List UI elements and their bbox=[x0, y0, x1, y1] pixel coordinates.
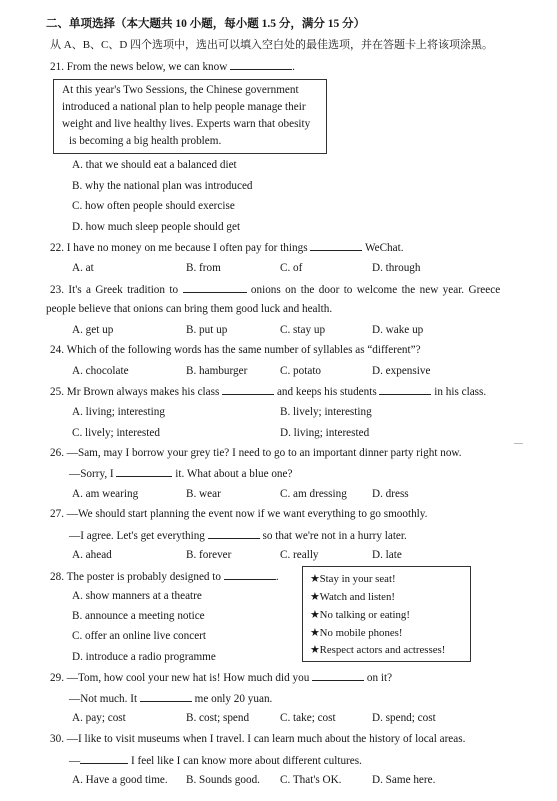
option-a[interactable]: A. at bbox=[72, 262, 94, 274]
question-stem: The poster is probably designed to bbox=[66, 571, 222, 583]
option-d[interactable]: D. how much sleep people should get bbox=[72, 221, 241, 233]
option-c[interactable]: C. That's OK. bbox=[280, 774, 342, 786]
question-stem: on it? bbox=[366, 672, 393, 684]
question-stem: in his class. bbox=[434, 386, 487, 398]
option-a[interactable]: A. Have a good time. bbox=[72, 774, 168, 786]
poster-rule: ★Stay in your seat! bbox=[310, 573, 396, 585]
answer-blank bbox=[183, 282, 247, 293]
question-number: 29. bbox=[50, 672, 64, 684]
question-number: 23. bbox=[50, 284, 64, 296]
option-c[interactable]: C. offer an online live concert bbox=[72, 630, 206, 642]
option-b[interactable]: B. wear bbox=[186, 488, 221, 500]
section-heading: 二、单项选择（本大题共 10 小题，每小题 1.5 分，满分 15 分） bbox=[46, 18, 366, 30]
option-b[interactable]: B. forever bbox=[186, 549, 232, 561]
answer-blank bbox=[312, 670, 364, 681]
option-c[interactable]: C. take; cost bbox=[280, 712, 336, 724]
option-d[interactable]: D. wake up bbox=[372, 324, 424, 336]
option-d[interactable]: D. expensive bbox=[372, 365, 431, 377]
question-stem-continued: people believe that onions can bring them good luck and health. bbox=[46, 303, 333, 315]
option-a[interactable]: A. pay; cost bbox=[72, 712, 126, 724]
poster-rule: ★No talking or eating! bbox=[310, 609, 410, 621]
question-26 bbox=[50, 446, 462, 460]
poster-rule: ★Watch and listen! bbox=[310, 591, 395, 603]
section-instruction: 从 A、B、C、D 四个选项中，选出可以填入空白处的最佳选项，并在答题卡上将该项涂黑。 bbox=[50, 39, 494, 51]
option-b[interactable]: B. hamburger bbox=[186, 365, 248, 377]
option-b[interactable]: B. from bbox=[186, 262, 221, 274]
answer-blank bbox=[379, 384, 431, 395]
option-c[interactable]: C. really bbox=[280, 549, 319, 561]
answer-blank bbox=[208, 528, 260, 539]
question-21 bbox=[50, 59, 295, 74]
reply-text: I feel like I can know more about different cultures. bbox=[130, 755, 362, 767]
option-a[interactable]: A. get up bbox=[72, 324, 114, 336]
question-stem: —We should start planning the event now if we want everything to go smoothly. bbox=[66, 508, 428, 520]
question-number: 27. bbox=[50, 508, 64, 520]
answer-blank bbox=[224, 569, 276, 580]
question-stem: —Tom, how cool your new hat is! How much did you bbox=[66, 672, 310, 684]
question-stem: I have no money on me because I often pay for things bbox=[66, 242, 308, 254]
news-line: is becoming a big health problem. bbox=[69, 135, 222, 147]
option-b[interactable]: B. why the national plan was introduced bbox=[72, 180, 253, 192]
option-c[interactable]: C. lively; interested bbox=[72, 427, 160, 439]
scan-mark bbox=[514, 443, 523, 444]
reply-text: me only 20 yuan. bbox=[194, 693, 273, 705]
question-stem: From the news below, we can know bbox=[66, 61, 228, 73]
option-b[interactable]: B. cost; spend bbox=[186, 712, 250, 724]
reply-text: —I agree. Let's get everything bbox=[69, 530, 205, 542]
question-24 bbox=[50, 343, 421, 357]
question-stem: WeChat. bbox=[364, 242, 404, 254]
option-b[interactable]: B. Sounds good. bbox=[186, 774, 260, 786]
answer-blank bbox=[230, 59, 292, 70]
news-line: weight and live healthy lives. Experts warn that obesity bbox=[62, 118, 311, 130]
option-d[interactable]: D. dress bbox=[372, 488, 409, 500]
answer-blank bbox=[140, 691, 192, 702]
question-stem: onions on the door to welcome the new year. Greece bbox=[250, 284, 501, 296]
question-29 bbox=[50, 670, 392, 685]
question-number: 25. bbox=[50, 386, 64, 398]
stem-end: . bbox=[292, 61, 295, 73]
option-d[interactable]: D. late bbox=[372, 549, 402, 561]
question-number: 28. bbox=[50, 571, 64, 583]
question-22 bbox=[50, 240, 404, 255]
question-stem: It's a Greek tradition to bbox=[68, 284, 179, 296]
question-reply bbox=[69, 691, 272, 706]
option-b[interactable]: B. announce a meeting notice bbox=[72, 610, 205, 622]
option-c[interactable]: C. am dressing bbox=[280, 488, 347, 500]
poster-rule: ★No mobile phones! bbox=[310, 627, 403, 639]
question-stem: —Sam, may I borrow your grey tie? I need to go to an important dinner party right now. bbox=[66, 447, 462, 459]
option-d[interactable]: D. Same here. bbox=[372, 774, 436, 786]
reply-text: so that we're not in a hurry later. bbox=[262, 530, 407, 542]
option-d[interactable]: D. living; interested bbox=[280, 427, 370, 439]
answer-blank bbox=[222, 384, 274, 395]
option-c[interactable]: C. of bbox=[280, 262, 303, 274]
question-30 bbox=[50, 732, 465, 746]
question-stem: —I like to visit museums when I travel. I can learn much about the history of local areas. bbox=[66, 733, 466, 745]
question-number: 24. bbox=[50, 344, 64, 356]
question-number: 22. bbox=[50, 242, 64, 254]
question-reply bbox=[69, 753, 362, 768]
question-reply bbox=[69, 528, 407, 543]
option-a[interactable]: A. living; interesting bbox=[72, 406, 165, 418]
option-a[interactable]: A. chocolate bbox=[72, 365, 129, 377]
option-d[interactable]: D. through bbox=[372, 262, 421, 274]
answer-blank bbox=[80, 753, 128, 764]
option-a[interactable]: A. that we should eat a balanced diet bbox=[72, 159, 237, 171]
option-d[interactable]: D. introduce a radio programme bbox=[72, 651, 216, 663]
question-stem: Which of the following words has the same number of syllables as “different”? bbox=[66, 344, 421, 356]
option-d[interactable]: D. spend; cost bbox=[372, 712, 436, 724]
question-number: 30. bbox=[50, 733, 64, 745]
option-a[interactable]: A. am wearing bbox=[72, 488, 139, 500]
question-number: 26. bbox=[50, 447, 64, 459]
answer-blank bbox=[310, 240, 362, 251]
question-27 bbox=[50, 507, 427, 521]
news-line: introduced a national plan to help people manage their bbox=[62, 101, 306, 113]
question-stem: Mr Brown always makes his class bbox=[66, 386, 220, 398]
option-b[interactable]: B. lively; interesting bbox=[280, 406, 372, 418]
option-a[interactable]: A. ahead bbox=[72, 549, 112, 561]
poster-rule: ★Respect actors and actresses! bbox=[310, 644, 446, 656]
question-number: 21. bbox=[50, 61, 64, 73]
question-reply bbox=[69, 466, 292, 481]
option-c[interactable]: C. potato bbox=[280, 365, 322, 377]
option-b[interactable]: B. put up bbox=[186, 324, 228, 336]
reply-text: —Sorry, I bbox=[69, 468, 114, 480]
question-stem: and keeps his students bbox=[276, 386, 377, 398]
question-25 bbox=[50, 384, 486, 399]
news-line: At this year's Two Sessions, the Chinese government bbox=[62, 84, 299, 96]
question-28 bbox=[50, 569, 279, 584]
option-c[interactable]: C. how often people should exercise bbox=[72, 200, 235, 212]
reply-text: —Not much. It bbox=[69, 693, 138, 705]
stem-end: . bbox=[275, 571, 279, 583]
option-a[interactable]: A. show manners at a theatre bbox=[72, 590, 202, 602]
reply-text: it. What about a blue one? bbox=[175, 468, 293, 480]
question-23 bbox=[50, 282, 500, 297]
option-c[interactable]: C. stay up bbox=[280, 324, 326, 336]
reply-text: — bbox=[69, 755, 81, 767]
answer-blank bbox=[116, 466, 172, 477]
